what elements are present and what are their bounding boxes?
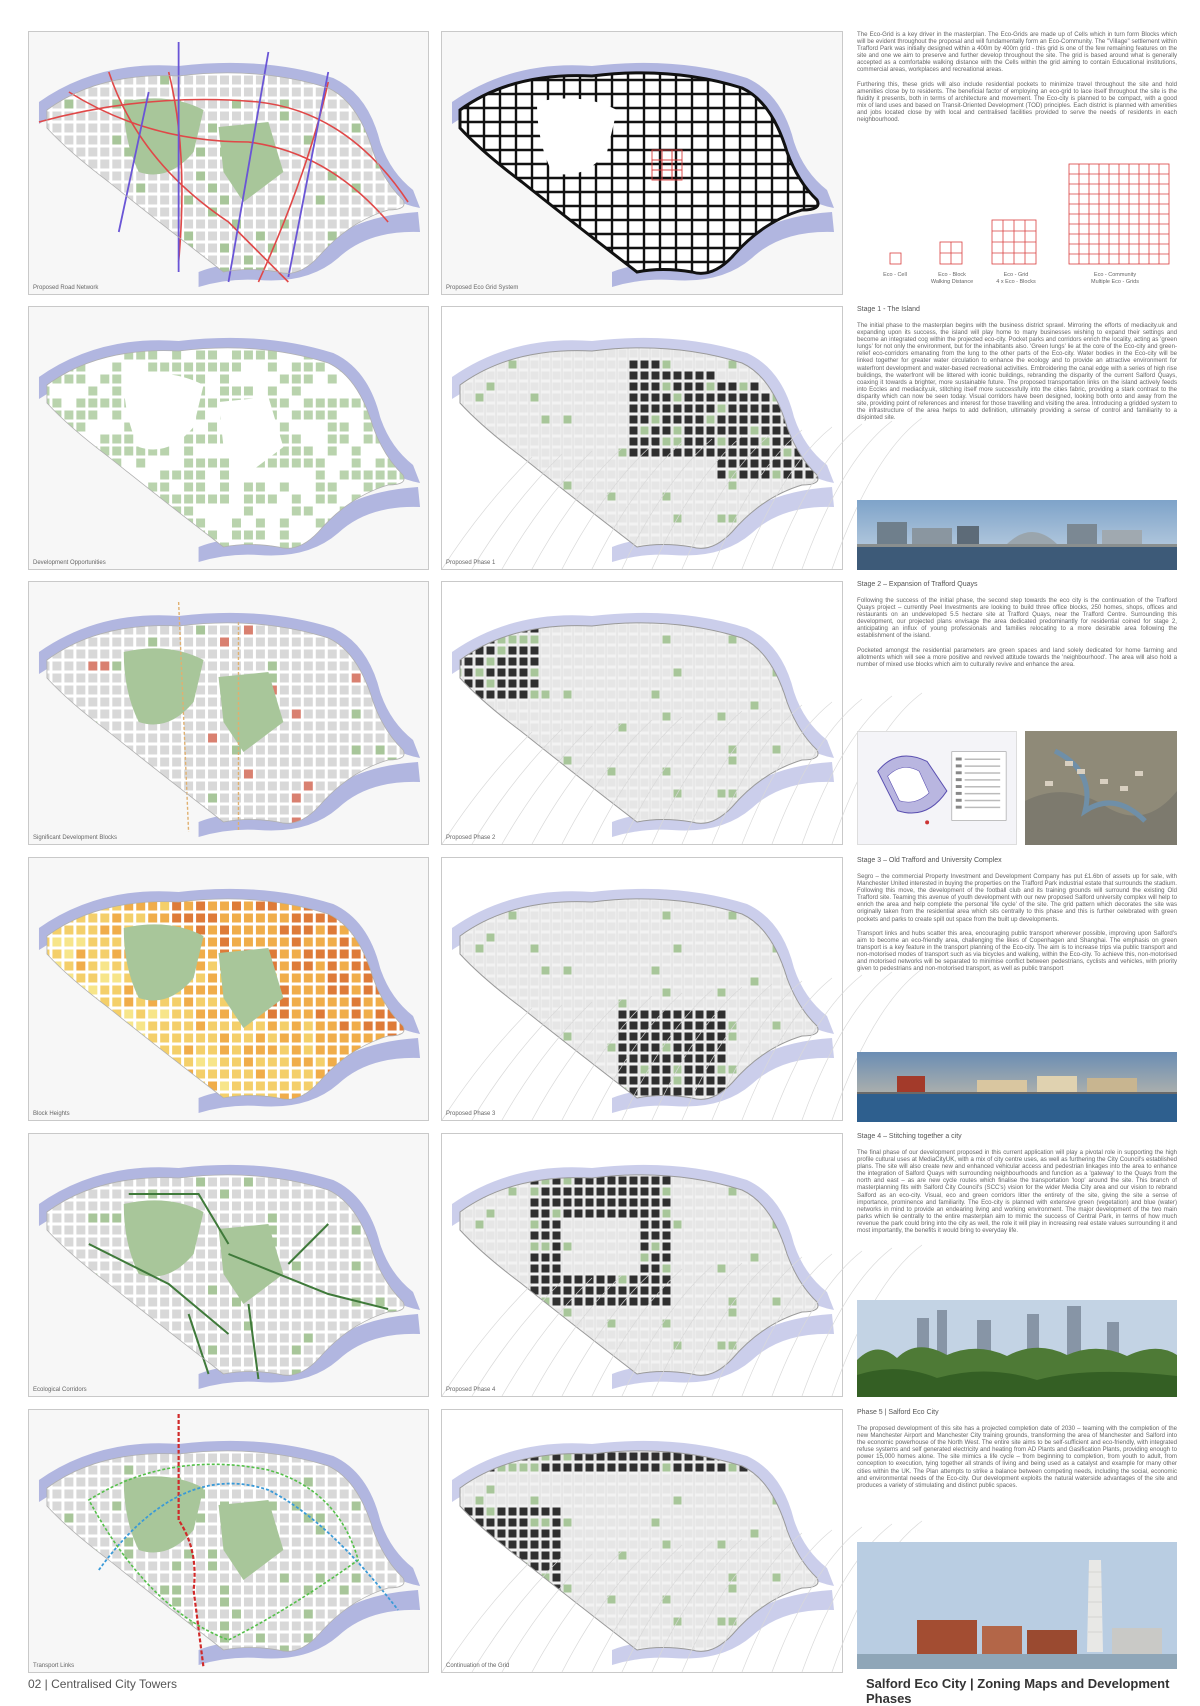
footer-title: Salford Eco City | Zoning Maps and Development Phases: [866, 1676, 1200, 1706]
map-drawing: [442, 858, 842, 1120]
map-phase-3: [441, 857, 843, 1121]
photo-waterfront-sunset: [857, 1052, 1177, 1122]
map-drawing: [29, 32, 428, 294]
legend-grid-label: Eco - Grid 4 x Eco - Blocks: [987, 272, 1045, 286]
map-drawing: [442, 1134, 842, 1396]
image-trafford-quays-aerial: [1025, 731, 1177, 845]
panel-caption: Proposed Road Network: [33, 285, 98, 291]
map-phase-2: [441, 581, 843, 845]
map-phase-1: [441, 306, 843, 570]
image-trafford-quays-plan: [857, 731, 1017, 845]
map-eco-grid: [441, 31, 843, 295]
intro-text: [857, 31, 1177, 123]
photo-mediacity: [857, 500, 1177, 570]
legend-community-label: Eco - Community Multiple Eco - Grids: [1075, 272, 1155, 286]
legend-cell-label: Eco - Cell: [875, 272, 915, 279]
map-drawing: [442, 1410, 842, 1672]
footer-page-label: 02 | Centralised City Towers: [28, 1677, 177, 1691]
legend-block-label: Eco - Block Walking Distance: [927, 272, 977, 286]
panel-caption: Continuation of the Grid: [446, 1663, 509, 1669]
map-phase-4: [441, 1133, 843, 1397]
panel-caption: Proposed Phase 2: [446, 835, 495, 841]
stage-3-heading: Stage 3 – Old Trafford and University Complex: [857, 857, 1002, 864]
stage-2-paragraph-1: Following the success of the initial phase, the second step towards the eco city is the continuation of the Trafford Quays project – currently Peel Investments are looking to build three office blocks, 250 homes, shops, offices and restaurants on an undeveloped 5.5 hectare site at Trafford Quays, near the Trafford Centre. Surrounding this development, our projected plans envisage the area dedicated predominantly for residential coined for stage 2, anticipating an influx of young professionals and families relocating to a more desirable area following the establishment of the island.: [857, 597, 1177, 640]
panel-caption: Proposed Eco Grid System: [446, 285, 518, 291]
panel-caption: Ecological Corridors: [33, 1387, 87, 1393]
map-road-network: [28, 31, 429, 295]
photo-turning-torso: [857, 1542, 1177, 1669]
stage-3-text: [857, 873, 1177, 972]
map-drawing: [442, 32, 842, 294]
panel-caption: Development Opportunities: [33, 560, 106, 566]
stage-2-heading: Stage 2 – Expansion of Trafford Quays: [857, 581, 978, 588]
stage-1-heading: Stage 1 - The Island: [857, 306, 920, 313]
map-drawing: [29, 582, 428, 844]
intro-paragraph-2: Furthering this, these grids will also include residential pockets to minimize travel throughout the site and hold amenities close by to residents. The beneficial factor of employing an eco-grid to lace itself throughout the site is the fluidity it presents, both in terms of architecture and movement. The Eco-city is planned to be compact, with a good mix of land uses and based on Transit-Oriented Development (TOD) principles. Each district is planned with amenities and jobs located close by with local and centralised facilities provided to serve the needs of residents in each neighbourhood.: [857, 81, 1177, 124]
map-ecological-corridors: [28, 1133, 429, 1397]
panel-caption: Proposed Phase 1: [446, 560, 495, 566]
eco-grid-legend: [857, 160, 1177, 295]
stage-4-heading: Stage 4 – Stitching together a city: [857, 1133, 962, 1140]
photo-park-skyline: [857, 1300, 1177, 1397]
panel-caption: Transport Links: [33, 1663, 74, 1669]
stage-3-paragraph-2: Transport links and hubs scatter this area, encouraging public transport wherever possible, improving upon Salford's aim to become an eco-friendly area, challenging the likes of Copenhagen and Shanghai. The emphasis on green transport is a key feature in the transport planning of the Eco-city. The aim is to increase trips via public transport and non-motorised modes of transport such as via bicycles and walking, within the Eco-city. To achieve this, non-motorised and motorised networks will be separated to minimise conflict between pedestrians, cyclists and vehicles, with priority given to pedestrians and non-motorised transport, as well as public transport: [857, 930, 1177, 973]
map-block-heights: [28, 857, 429, 1121]
phase-5-heading: Phase 5 | Salford Eco City: [857, 1409, 939, 1416]
stage-2-paragraph-2: Pocketed amongst the residential parameters are green spaces and land solely dedicated for home farming and allotments which will see a more positive and revived attitude towards the 'neighbourhood'. The area will also hold a number of mixed use blocks which aim to culturally revive and enhance the area.: [857, 647, 1177, 668]
map-development-opportunities: [28, 306, 429, 570]
map-drawing: [29, 1134, 428, 1396]
panel-caption: Significant Development Blocks: [33, 835, 117, 841]
panel-caption: Proposed Phase 4: [446, 1387, 495, 1393]
panel-caption: Proposed Phase 3: [446, 1111, 495, 1117]
map-drawing: [29, 1410, 428, 1672]
map-drawing: [442, 582, 842, 844]
map-transport-links: [28, 1409, 429, 1673]
map-significant-blocks: [28, 581, 429, 845]
map-drawing: [29, 307, 428, 569]
map-drawing: [442, 307, 842, 569]
phase-5-text: The proposed development of this site has a projected completion date of 2030 – teaming with the completion of the new Manchester Airport and Manchester City training grounds, transforming the area of Manchester and Salford into the economic powerhouse of the North West. The entire site aims to be self-sufficient and eco-friendly, with integrated refuse systems and self generated electricity and heating from AD Plants and Gasification Plants, providing enough to power 15,000 homes alone. The site mimics a life cycle – from beginning to completion, from youth to adult, from conception to execution, tying together all strands of living and being used as a catalyst and example for many other cities within the UK. The Plan attempts to strike a balance between competing needs, including the social, economic and environmental needs of the Eco-city. Our development exploits the natural waterside advantages of the site and produces a variety of stimulating and distinct public spaces.: [857, 1425, 1177, 1489]
stage-1-text: The initial phase to the masterplan begins with the business district sprawl. Mirroring the efforts of mediacity.uk and expanding upon its success, the island will play home to many businesses wishing to expand their settings and become an integrated cog within the projected eco-city. Pocket parks and corridors enrich the locality, acting as 'green lungs' for not only the environment, but for the inhabitants also. 'Green lungs' lie at the core of the Eco-city and green-relief eco-corridors emanating from the lung to the other parts of the Eco-city. Water bodies in the Eco-city will be linked together for greater water circulation to enhance the ecology and to provide an attractive environment for waterfront development and water-based recreational activities. Embroidering the canal edge with a series of high rise buildings, the waterfront will be littered with iconic buildings, rebranding the disparity of the current Salford Quays, coaxing it towards a brighter, more sustainable future. The proposed transportation links on the island actively feeds into Eccles and mediacity.uk, stitching itself more successfully into the cities fabric, providing a stark contrast to the disparity which can now be seen today. Visual corridors have been designed, looking both onto and away from the site, providing point of references and interest for those travelling and visiting the area. Introducing a gridded system to the infrastructure of the area helps to add definition, ultimately providing a sense of control and familiarity to a disjointed site.: [857, 322, 1177, 421]
intro-paragraph-1: The Eco-Grid is a key driver in the masterplan. The Eco-Grids are made up of Cells which in turn form Blocks which will be evident throughout the proposal and will fundamentally form an Eco-Community. The "Village" settlement within Trafford Park was initially designed within a 400m by 400m grid - this grid is one of the few remaining features on the site and one we aim to preserve and further develop throughout the site. The grid is based around what is generally accepted as a comfortable walking distance with the Cells within the grid aiming to contain Educational institutions, commercial areas, workplaces and recreational areas.: [857, 31, 1177, 74]
panel-caption: Block Heights: [33, 1111, 70, 1117]
map-continuation-grid: [441, 1409, 843, 1673]
stage-2-text: [857, 597, 1177, 668]
stage-4-text: The final phase of our development proposed in this current application will play a pivotal role in supporting the high profile cultural uses at MediaCityUK, with a mix of city centre uses, as well as furthering the City Council's established plans. The site will also create new and enhanced vehicular access and pedestrian linkages into the area to enhance the integration of Salford Quays with surrounding neighbourhoods and function as a 'gateway' to the Quays from the north and east – as are new cycle routes which finalise the transportation 'loop' around the site. This branch of masterplanning fits with Salford City Council's (SCC's) vision for the wider Media City area and our vision to rebrand Salford as an eco-city. Visual, eco and green corridors litter the entirety of the site, giving the site a sense of importance, prominence and familiarity. The Eco-city is planned with extensive green (vegetation) and blue (water) networks in mind to provide an endearing living and working environment. The major development of the two main parks which lie centrally to the entire masterplan aim to mimic the success of Central Park, in terms of how much revenue the park could bring into the city as well, the role it will play in increasing real estate values surrounding it and most importantly, the benefits it would bring to everyday life.: [857, 1149, 1177, 1234]
stage-3-paragraph-1: Segro – the commercial Property Investment and Development Company has put £1.6bn of assets up for sale, with Manchester United interested in buying the properties on the Trafford Park industrial estate that surrounds the stadium. Following this move, the development of the football club and its training grounds will surround the existing Old Trafford site. Teaming this avenue of youth development with our new proposed Salford university complex will help to enrich the area and help complete the personal 'life cycle' of the site. The grid pattern which decorates the site was originally taken from the residential area which sits centrally to this phase and this is further celebrated with green pockets and parks to create spill out space from the built up developments.: [857, 873, 1177, 923]
map-drawing: [29, 858, 428, 1120]
